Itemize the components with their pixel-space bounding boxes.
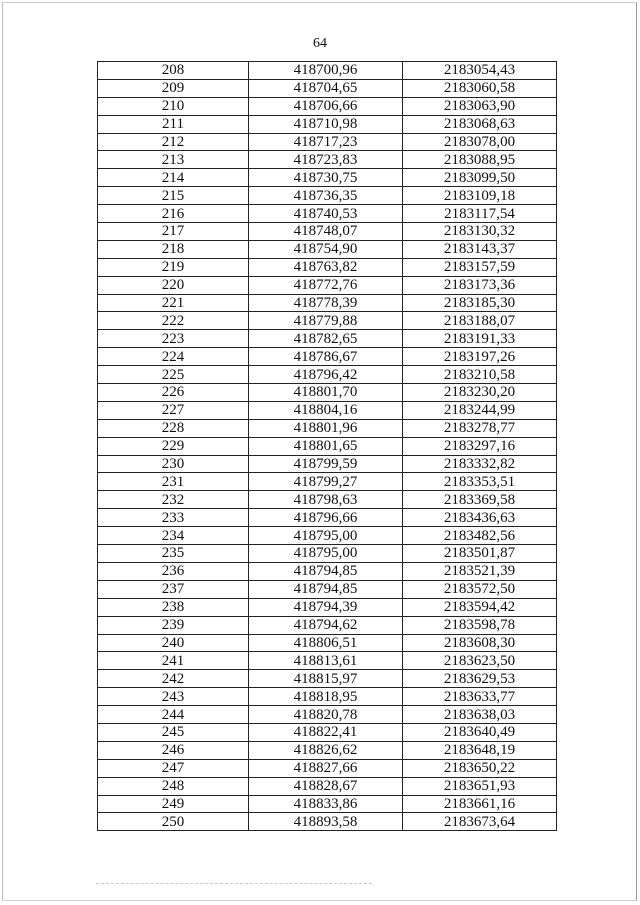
y-coordinate-cell: 2183054,43 [403,62,557,80]
y-coordinate-cell: 2183297,16 [403,437,557,455]
x-coordinate-cell: 418710,98 [249,115,403,133]
table-row [98,580,557,598]
footer-rule [96,883,372,884]
table-row [98,777,557,795]
x-coordinate-cell: 418795,00 [249,527,403,545]
y-coordinate-cell: 2183353,51 [403,473,557,491]
y-coordinate-cell: 2183210,58 [403,366,557,384]
y-coordinate-cell: 2183572,50 [403,580,557,598]
point-number-cell: 226 [98,384,249,402]
y-coordinate-cell: 2183623,50 [403,652,557,670]
point-number-cell: 221 [98,294,249,312]
point-number-cell: 230 [98,455,249,473]
point-number-cell: 238 [98,598,249,616]
table-row [98,348,557,366]
table-row [98,419,557,437]
x-coordinate-cell: 418796,66 [249,509,403,527]
y-coordinate-cell: 2183060,58 [403,79,557,97]
y-coordinate-cell: 2183332,82 [403,455,557,473]
point-number-cell: 213 [98,151,249,169]
point-number-cell: 244 [98,706,249,724]
x-coordinate-cell: 418893,58 [249,813,403,831]
y-coordinate-cell: 2183173,36 [403,276,557,294]
y-coordinate-cell: 2183521,39 [403,562,557,580]
point-number-cell: 236 [98,562,249,580]
coordinates-table [97,61,557,831]
point-number-cell: 235 [98,545,249,563]
table-row [98,79,557,97]
table-row [98,616,557,634]
y-coordinate-cell: 2183191,33 [403,330,557,348]
y-coordinate-cell: 2183143,37 [403,240,557,258]
point-number-cell: 245 [98,723,249,741]
table-row [98,187,557,205]
x-coordinate-cell: 418796,42 [249,366,403,384]
x-coordinate-cell: 418740,53 [249,205,403,223]
y-coordinate-cell: 2183088,95 [403,151,557,169]
table-row [98,473,557,491]
x-coordinate-cell: 418736,35 [249,187,403,205]
x-coordinate-cell: 418820,78 [249,706,403,724]
point-number-cell: 227 [98,401,249,419]
table-row [98,169,557,187]
point-number-cell: 231 [98,473,249,491]
x-coordinate-cell: 418799,27 [249,473,403,491]
point-number-cell: 224 [98,348,249,366]
x-coordinate-cell: 418748,07 [249,223,403,241]
table-row [98,366,557,384]
y-coordinate-cell: 2183130,32 [403,223,557,241]
y-coordinate-cell: 2183651,93 [403,777,557,795]
y-coordinate-cell: 2183648,19 [403,741,557,759]
point-number-cell: 229 [98,437,249,455]
point-number-cell: 234 [98,527,249,545]
x-coordinate-cell: 418799,59 [249,455,403,473]
x-coordinate-cell: 418804,16 [249,401,403,419]
point-number-cell: 246 [98,741,249,759]
y-coordinate-cell: 2183278,77 [403,419,557,437]
point-number-cell: 223 [98,330,249,348]
point-number-cell: 233 [98,509,249,527]
point-number-cell: 243 [98,688,249,706]
table-row [98,813,557,831]
point-number-cell: 209 [98,79,249,97]
x-coordinate-cell: 418795,00 [249,545,403,563]
point-number-cell: 212 [98,133,249,151]
point-number-cell: 217 [98,223,249,241]
y-coordinate-cell: 2183482,56 [403,527,557,545]
x-coordinate-cell: 418794,62 [249,616,403,634]
x-coordinate-cell: 418794,85 [249,562,403,580]
x-coordinate-cell: 418798,63 [249,491,403,509]
x-coordinate-cell: 418782,65 [249,330,403,348]
x-coordinate-cell: 418806,51 [249,634,403,652]
point-number-cell: 249 [98,795,249,813]
y-coordinate-cell: 2183230,20 [403,384,557,402]
table-row [98,240,557,258]
x-coordinate-cell: 418794,85 [249,580,403,598]
point-number-cell: 225 [98,366,249,384]
table-row [98,527,557,545]
point-number-cell: 237 [98,580,249,598]
y-coordinate-cell: 2183638,03 [403,706,557,724]
y-coordinate-cell: 2183501,87 [403,545,557,563]
point-number-cell: 218 [98,240,249,258]
point-number-cell: 247 [98,759,249,777]
x-coordinate-cell: 418794,39 [249,598,403,616]
y-coordinate-cell: 2183661,16 [403,795,557,813]
table-row [98,723,557,741]
point-number-cell: 216 [98,205,249,223]
point-number-cell: 241 [98,652,249,670]
x-coordinate-cell: 418700,96 [249,62,403,80]
point-number-cell: 220 [98,276,249,294]
y-coordinate-cell: 2183608,30 [403,634,557,652]
table-row [98,276,557,294]
x-coordinate-cell: 418827,66 [249,759,403,777]
table-row [98,384,557,402]
y-coordinate-cell: 2183436,63 [403,509,557,527]
point-number-cell: 215 [98,187,249,205]
x-coordinate-cell: 418717,23 [249,133,403,151]
table-row [98,670,557,688]
y-coordinate-cell: 2183109,18 [403,187,557,205]
x-coordinate-cell: 418704,65 [249,79,403,97]
x-coordinate-cell: 418818,95 [249,688,403,706]
x-coordinate-cell: 418706,66 [249,97,403,115]
table-row [98,545,557,563]
table-row [98,688,557,706]
point-number-cell: 211 [98,115,249,133]
table-row [98,437,557,455]
table-row [98,62,557,80]
x-coordinate-cell: 418763,82 [249,258,403,276]
y-coordinate-cell: 2183063,90 [403,97,557,115]
point-number-cell: 210 [98,97,249,115]
point-number-cell: 250 [98,813,249,831]
table-row [98,491,557,509]
table-row [98,598,557,616]
x-coordinate-cell: 418801,65 [249,437,403,455]
table-row [98,741,557,759]
table-row [98,330,557,348]
x-coordinate-cell: 418786,67 [249,348,403,366]
x-coordinate-cell: 418778,39 [249,294,403,312]
x-coordinate-cell: 418772,76 [249,276,403,294]
point-number-cell: 214 [98,169,249,187]
table-row [98,205,557,223]
y-coordinate-cell: 2183369,58 [403,491,557,509]
coordinates-table-body [98,62,557,831]
y-coordinate-cell: 2183640,49 [403,723,557,741]
x-coordinate-cell: 418801,70 [249,384,403,402]
table-row [98,312,557,330]
table-row [98,401,557,419]
point-number-cell: 248 [98,777,249,795]
table-row [98,706,557,724]
y-coordinate-cell: 2183188,07 [403,312,557,330]
x-coordinate-cell: 418833,86 [249,795,403,813]
x-coordinate-cell: 418813,61 [249,652,403,670]
x-coordinate-cell: 418815,97 [249,670,403,688]
point-number-cell: 232 [98,491,249,509]
y-coordinate-cell: 2183673,64 [403,813,557,831]
x-coordinate-cell: 418730,75 [249,169,403,187]
y-coordinate-cell: 2183117,54 [403,205,557,223]
x-coordinate-cell: 418723,83 [249,151,403,169]
y-coordinate-cell: 2183185,30 [403,294,557,312]
table-row [98,97,557,115]
y-coordinate-cell: 2183633,77 [403,688,557,706]
point-number-cell: 228 [98,419,249,437]
y-coordinate-cell: 2183099,50 [403,169,557,187]
x-coordinate-cell: 418801,96 [249,419,403,437]
y-coordinate-cell: 2183068,63 [403,115,557,133]
point-number-cell: 208 [98,62,249,80]
table-row [98,115,557,133]
table-row [98,509,557,527]
page-number: 64 [313,36,327,51]
x-coordinate-cell: 418828,67 [249,777,403,795]
y-coordinate-cell: 2183650,22 [403,759,557,777]
table-row [98,634,557,652]
x-coordinate-cell: 418779,88 [249,312,403,330]
y-coordinate-cell: 2183078,00 [403,133,557,151]
table-row [98,151,557,169]
table-row [98,455,557,473]
x-coordinate-cell: 418822,41 [249,723,403,741]
y-coordinate-cell: 2183197,26 [403,348,557,366]
table-row [98,258,557,276]
point-number-cell: 239 [98,616,249,634]
y-coordinate-cell: 2183594,42 [403,598,557,616]
table-row [98,294,557,312]
y-coordinate-cell: 2183629,53 [403,670,557,688]
table-row [98,795,557,813]
y-coordinate-cell: 2183598,78 [403,616,557,634]
table-row [98,223,557,241]
y-coordinate-cell: 2183157,59 [403,258,557,276]
x-coordinate-cell: 418754,90 [249,240,403,258]
x-coordinate-cell: 418826,62 [249,741,403,759]
point-number-cell: 240 [98,634,249,652]
table-row [98,652,557,670]
table-row [98,759,557,777]
point-number-cell: 242 [98,670,249,688]
y-coordinate-cell: 2183244,99 [403,401,557,419]
point-number-cell: 222 [98,312,249,330]
table-row [98,562,557,580]
table-row [98,133,557,151]
point-number-cell: 219 [98,258,249,276]
